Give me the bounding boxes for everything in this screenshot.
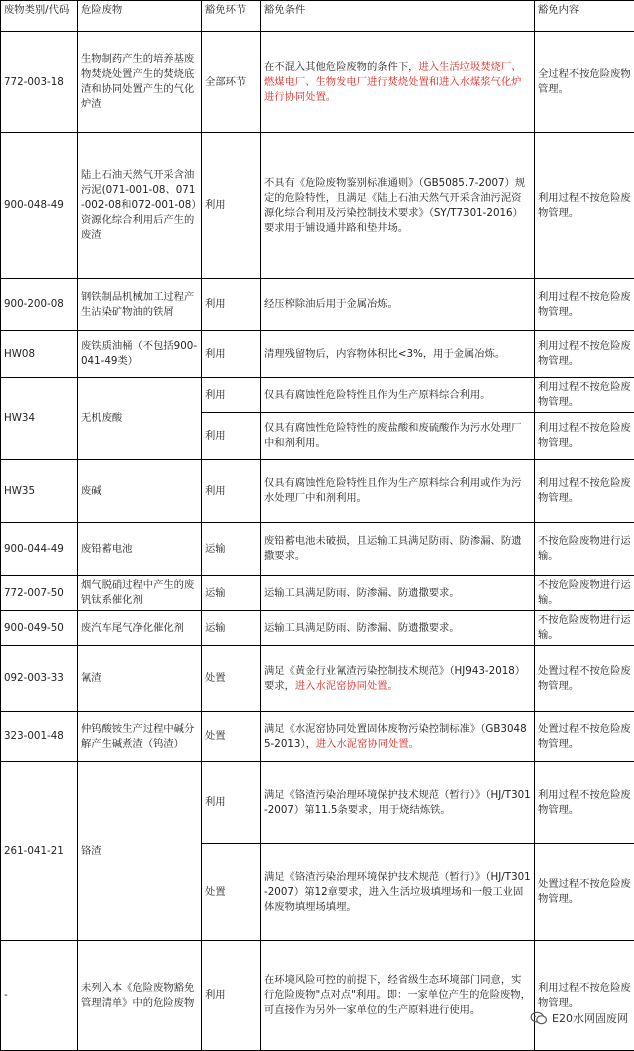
cell-condition: 仅具有腐蚀性危险特性且作为生产原料综合利用或作为污水处理厂中和剂利用。: [261, 460, 535, 523]
cell-waste: 仲钨酸铵生产过程中碱分解产生碱煮渣（钨渣）: [78, 712, 202, 762]
cell-content: 处置过程不按危险废物管理。: [535, 712, 634, 762]
condition-highlight: 进入水泥窑协同处置。: [316, 738, 419, 750]
cell-waste: 氰渣: [78, 646, 202, 712]
cell-waste: 生物制药产生的培养基废物焚烧处置产生的焚烧底渣和协同处置产生的气化炉渣: [78, 32, 202, 133]
cell-stage: 处置: [202, 646, 261, 712]
cell-condition: [261, 646, 535, 712]
cell-stage: 利用: [202, 133, 261, 279]
cell-code: 772-003-18: [1, 32, 78, 133]
cell-waste: 铬渣: [78, 762, 202, 941]
table-row: [1, 523, 634, 576]
cell-waste: 烟气脱硝过程中产生的废钒钛系催化剂: [78, 576, 202, 611]
cell-stage: 利用: [202, 762, 261, 844]
cell-stage: 运输: [202, 611, 261, 646]
cell-stage: 全部环节: [202, 32, 261, 133]
cell-stage: 利用: [202, 378, 261, 413]
watermark: [530, 1010, 628, 1026]
cell-stage: 利用: [202, 413, 261, 460]
cell-code: 900-049-50: [1, 611, 78, 646]
header-waste: 危险废物: [78, 1, 202, 32]
cell-content: 利用过程不按危险废物管理。: [535, 941, 634, 1051]
cell-code: 092-003-33: [1, 646, 78, 712]
cell-content: 不按危险废物进行运输。: [535, 611, 634, 646]
cell-content: 不按危险废物进行运输。: [535, 576, 634, 611]
table-row: [1, 279, 634, 331]
cell-stage: 处置: [202, 844, 261, 941]
cell-content: 利用过程不按危险废物管理。: [535, 762, 634, 844]
cell-stage: 利用: [202, 941, 261, 1051]
cell-waste: 钢铁制品机械加工过程产生沾染矿物油的铁屑: [78, 279, 202, 331]
table-row: [1, 331, 634, 378]
table-row: [1, 32, 634, 133]
cell-content: 利用过程不按危险废物管理。: [535, 413, 634, 460]
cell-condition: 满足《铬渣污染治理环境保护技术规范（暂行）》（HJ/T301-2007）第12章要求，进入生活垃圾填埋场和一般工业固体废物填埋场填埋。: [261, 844, 535, 941]
cell-stage: 利用: [202, 331, 261, 378]
cell-waste: 废汽车尾气净化催化剂: [78, 611, 202, 646]
condition-text: 在不混入其他危险废物的条件下，: [264, 61, 418, 73]
cell-condition: [261, 32, 535, 133]
table-row: [1, 378, 634, 413]
cell-stage: 处置: [202, 712, 261, 762]
cell-condition: 不具有《危险废物鉴别标准通则》（GB5085.7-2007）规定的危险特性，且满足《陆上石油天然气开采含油污泥资源化综合利用及污染控制技术要求》（SY/T7301-2016）要求用于铺设通井路和垫井场。: [261, 133, 535, 279]
cell-code: -: [1, 941, 78, 1051]
table-row: [1, 712, 634, 762]
cell-code: HW35: [1, 460, 78, 523]
cell-code: 900-200-08: [1, 279, 78, 331]
cell-code: 772-007-50: [1, 576, 78, 611]
cell-condition: [261, 712, 535, 762]
cell-condition: 废铅蓄电池未破损，且运输工具满足防雨、防渗漏、防遗撒要求。: [261, 523, 535, 576]
cell-content: 利用过程不按危险废物管理。: [535, 279, 634, 331]
condition-text: 满足《水泥窑协同处置固体废物污染控制标准》（GB30485-2013），: [264, 723, 527, 750]
cell-stage: 利用: [202, 279, 261, 331]
cell-waste: 未列入本《危险废物豁免管理清单》中的危险废物: [78, 941, 202, 1051]
cell-waste: 废铁质油桶（不包括900-041-49类）: [78, 331, 202, 378]
cell-stage: 运输: [202, 576, 261, 611]
cell-stage: 利用: [202, 460, 261, 523]
table-row: [1, 460, 634, 523]
cell-content: 全过程不按危险废物管理。: [535, 32, 634, 133]
cell-stage: 运输: [202, 523, 261, 576]
condition-highlight: 进入水泥窑协同处置。: [295, 680, 398, 692]
cell-condition: 运输工具满足防雨、防渗漏、防遗撒要求。: [261, 611, 535, 646]
cell-code: 900-048-49: [1, 133, 78, 279]
cell-waste: 陆上石油天然气开采含油污泥(071-001-08、071-002-08和072-001-08）资源化综合利用后产生的废渣: [78, 133, 202, 279]
table-row: [1, 133, 634, 279]
cell-code: 900-044-49: [1, 523, 78, 576]
table-row: [1, 941, 634, 1051]
cell-condition: 仅具有腐蚀性危险特性且作为生产原料综合利用。: [261, 378, 535, 413]
cell-content: 利用过程不按危险废物管理。: [535, 378, 634, 413]
table-row: [1, 646, 634, 712]
cell-content: 处置过程不按危险废物管理。: [535, 646, 634, 712]
cell-waste: 废碱: [78, 460, 202, 523]
cell-content: 利用过程不按危险废物管理。: [535, 133, 634, 279]
cell-condition: 运输工具满足防雨、防渗漏、防遗撒要求。: [261, 576, 535, 611]
cell-content: 不按危险废物进行运输。: [535, 523, 634, 576]
condition-highlight: 进入生活垃圾焚烧厂、燃煤电厂、生物发电厂进行焚烧处置和进入水煤浆气化炉进行协同处置。: [264, 61, 521, 103]
cell-content: 利用过程不按危险废物管理。: [535, 460, 634, 523]
cell-content: 利用过程不按危险废物管理。: [535, 331, 634, 378]
cell-condition: 仅具有腐蚀性危险特性的废盐酸和废硫酸作为污水处理厂中和剂利用。: [261, 413, 535, 460]
table-row: [1, 611, 634, 646]
condition-text: 满足《黄金行业氰渣污染控制技术规范》（HJ943-2018）要求，: [264, 665, 525, 692]
cell-condition: 满足《铬渣污染治理环境保护技术规范（暂行）》（HJ/T301-2007）第11.5条要求，用于烧结炼铁。: [261, 762, 535, 844]
table-row: [1, 762, 634, 844]
cell-code: 323-001-48: [1, 712, 78, 762]
cell-code: HW08: [1, 331, 78, 378]
cell-condition: 清理残留物后，内容物体积比<3%，用于金属冶炼。: [261, 331, 535, 378]
wechat-icon: [530, 1011, 548, 1025]
table-row: [1, 576, 634, 611]
cell-condition: 经压榨除油后用于金属冶炼。: [261, 279, 535, 331]
header-code: 废物类别/代码: [1, 1, 78, 32]
watermark-text: E20水网固废网: [552, 1010, 628, 1026]
cell-content: 处置过程不按危险废物管理。: [535, 844, 634, 941]
cell-condition: 在环境风险可控的前提下，经省级生态环境部门同意，实行危险废物"点对点"利用。即：一家单位产生的危险废物，可直接作为另外一家单位的生产原料进行使用。: [261, 941, 535, 1051]
header-stage: 豁免环节: [202, 1, 261, 32]
header-row: [1, 1, 634, 32]
header-condition: 豁免条件: [261, 1, 535, 32]
cell-code: 261-041-21: [1, 762, 78, 941]
cell-waste: 废铅蓄电池: [78, 523, 202, 576]
cell-waste: 无机废酸: [78, 378, 202, 460]
header-content: 豁免内容: [535, 1, 634, 32]
cell-code: HW34: [1, 378, 78, 460]
